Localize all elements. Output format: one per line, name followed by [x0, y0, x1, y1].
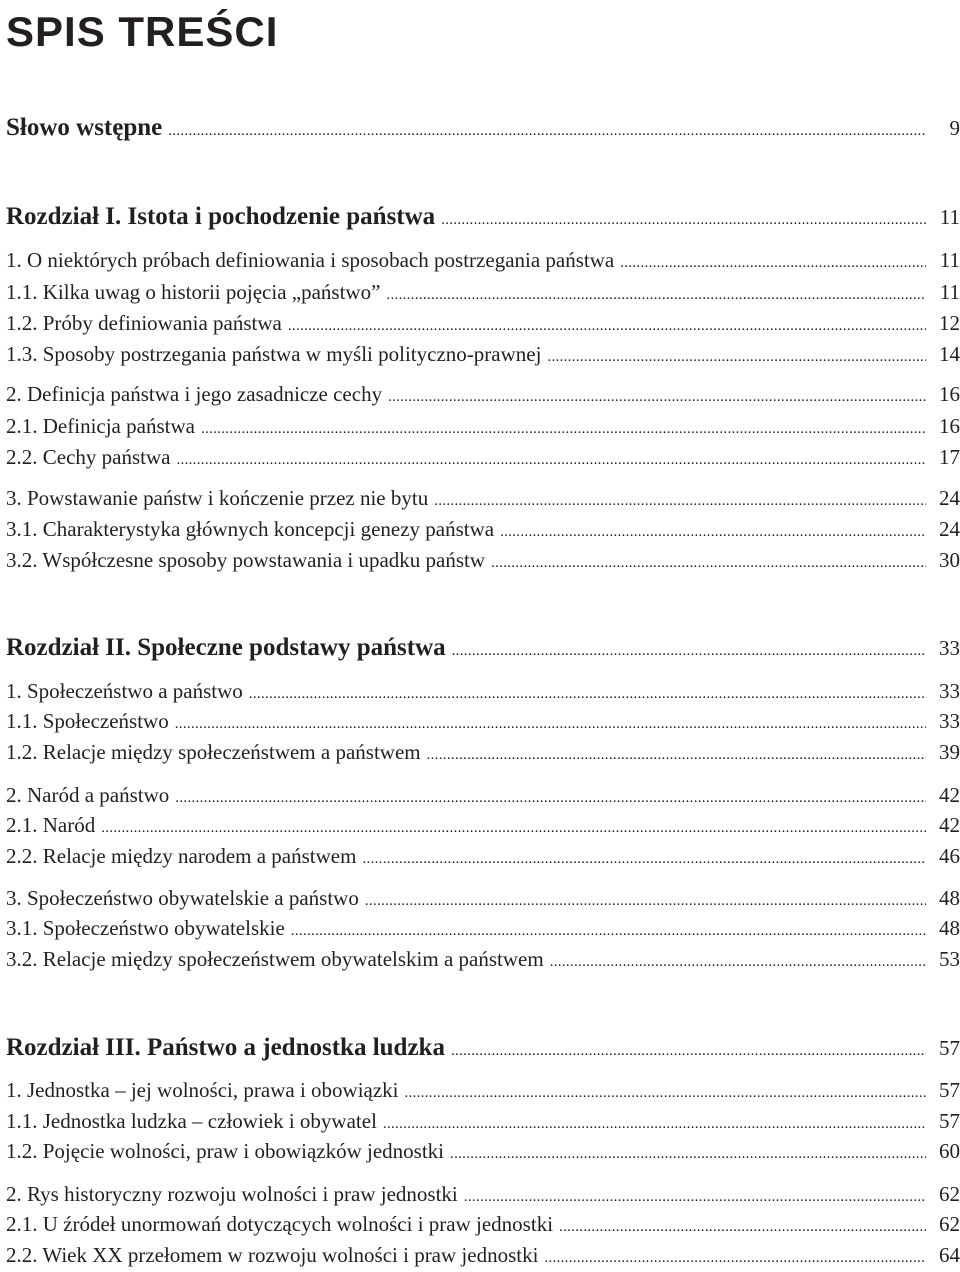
toc-foreword[interactable] — [6, 114, 960, 145]
dot-leader — [491, 549, 926, 577]
toc-page-number: 57 — [939, 1036, 960, 1060]
toc-entry[interactable] — [6, 412, 960, 443]
toc-entry-label: 3. Powstawanie państw i kończenie przez nie bytu — [6, 486, 429, 510]
toc-entry[interactable] — [6, 443, 960, 474]
toc-entry-label: 2. Rys historyczny rozwoju wolności i praw jednostki — [6, 1182, 458, 1206]
dot-leader — [450, 1140, 926, 1168]
dot-leader — [451, 1037, 926, 1065]
dot-leader — [441, 206, 926, 234]
toc-entry-label: Słowo wstępne — [6, 114, 163, 141]
dot-leader — [620, 249, 926, 277]
toc-page-number: 24 — [939, 486, 960, 510]
toc-page-number: 33 — [939, 679, 960, 703]
toc-entry-label: 2.1. Definicja państwa — [6, 414, 195, 438]
toc-entry-label: 3. Społeczeństwo obywatelskie a państwo — [6, 886, 359, 910]
toc-entry[interactable] — [6, 738, 960, 769]
dot-leader — [175, 710, 926, 738]
dot-leader — [291, 917, 926, 945]
dot-leader — [452, 637, 926, 665]
toc-entry-label: 2.2. Wiek XX przełomem w rozwoju wolności i praw jednostki — [6, 1243, 539, 1267]
toc-entry[interactable] — [6, 677, 960, 708]
toc-entry-label: 1.2. Pojęcie wolności, praw i obowiązków jednostki — [6, 1139, 445, 1163]
toc-entry-label: 1.1. Kilka uwag o historii pojęcia „państwo” — [6, 280, 381, 304]
toc-page-number: 62 — [939, 1182, 960, 1206]
dot-leader — [550, 948, 926, 976]
toc-page-number: 46 — [939, 844, 960, 868]
toc-entry-label: 2.2. Relacje między narodem a państwem — [6, 844, 357, 868]
toc-page-number: 62 — [939, 1212, 960, 1236]
dot-leader — [249, 680, 926, 708]
toc-page-number: 57 — [939, 1078, 960, 1102]
toc-entry[interactable] — [6, 309, 960, 340]
toc-page-number: 48 — [939, 916, 960, 940]
toc-entry-label: 1.2. Próby definiowania państwa — [6, 311, 282, 335]
toc-entry-label: 3.2. Współczesne sposoby powstawania i upadku państw — [6, 548, 486, 572]
toc-page-number: 42 — [939, 813, 960, 837]
toc-page-number: 11 — [939, 248, 960, 272]
toc-page-number: 9 — [949, 116, 960, 140]
toc-entry-label: 2.1. U źródeł unormowań dotyczących wolności i praw jednostki — [6, 1212, 554, 1236]
toc-entry-label: 2.1. Naród — [6, 813, 96, 837]
toc-entry[interactable] — [6, 1076, 960, 1107]
toc-page-number: 24 — [939, 517, 960, 541]
toc-entry[interactable] — [6, 781, 960, 812]
dot-leader — [547, 343, 926, 371]
toc-entry-label: 1.3. Sposoby postrzegania państwa w myśli polityczno-prawnej — [6, 342, 542, 366]
toc-entry[interactable] — [6, 340, 960, 371]
toc-page-number: 33 — [939, 709, 960, 733]
toc-entry-label: 1.1. Jednostka ludzka – człowiek i obywatel — [6, 1109, 377, 1133]
toc-chapter-1-heading[interactable] — [6, 203, 960, 234]
dot-leader — [168, 117, 926, 145]
dot-leader — [365, 887, 926, 915]
toc-page-number: 57 — [939, 1109, 960, 1133]
toc-page-number: 16 — [939, 414, 960, 438]
dot-leader — [288, 312, 926, 340]
dot-leader — [434, 487, 926, 515]
toc-entry-label: 2. Definicja państwa i jego zasadnicze cechy — [6, 382, 383, 406]
toc-chapter-3-heading[interactable] — [6, 1034, 960, 1065]
toc-page-number: 48 — [939, 886, 960, 910]
toc-entry[interactable] — [6, 914, 960, 945]
dot-leader — [388, 383, 926, 411]
dot-leader — [201, 415, 926, 443]
toc-entry[interactable] — [6, 246, 960, 277]
dot-leader — [405, 1079, 927, 1107]
dot-leader — [500, 518, 926, 546]
toc-entry[interactable] — [6, 1241, 960, 1272]
dot-leader — [559, 1213, 926, 1241]
dot-leader — [175, 784, 926, 812]
dot-leader — [464, 1183, 926, 1211]
toc-page-number: 11 — [939, 280, 960, 304]
toc-page-number: 64 — [939, 1243, 960, 1267]
dot-leader — [427, 741, 926, 769]
dot-leader — [544, 1244, 926, 1272]
toc-entry[interactable] — [6, 484, 960, 515]
toc-entry[interactable] — [6, 1180, 960, 1211]
toc-entry[interactable] — [6, 380, 960, 411]
toc-page-number: 17 — [939, 445, 960, 469]
dot-leader — [386, 281, 926, 309]
dot-leader — [383, 1110, 926, 1138]
toc-entry-label: Rozdział III. Państwo a jednostka ludzka — [6, 1034, 445, 1061]
toc-page-number: 33 — [939, 636, 960, 660]
page-title: SPIS TREŚCI — [6, 8, 279, 55]
toc-page-number: 16 — [939, 382, 960, 406]
toc-entry[interactable] — [6, 278, 960, 309]
toc-entry-label: 3.2. Relacje między społeczeństwem obywatelskim a państwem — [6, 947, 544, 971]
dot-leader — [101, 814, 926, 842]
toc-page-number: 30 — [939, 548, 960, 572]
toc-entry-label: Rozdział I. Istota i pochodzenie państwa — [6, 203, 436, 230]
toc-page-number: 12 — [939, 311, 960, 335]
toc-entry[interactable] — [6, 842, 960, 873]
dot-leader — [362, 845, 926, 873]
toc-page-number: 11 — [939, 205, 960, 229]
toc-entry-label: 1.2. Relacje między społeczeństwem a państwem — [6, 740, 421, 764]
toc-page-number: 14 — [939, 342, 960, 366]
toc-entry-label: 2.2. Cechy państwa — [6, 445, 171, 469]
toc-page-number: 60 — [939, 1139, 960, 1163]
toc-entry[interactable] — [6, 1210, 960, 1241]
toc-entry[interactable] — [6, 945, 960, 976]
toc-page-number: 53 — [939, 947, 960, 971]
toc-chapter-2-heading[interactable] — [6, 634, 960, 665]
toc-entry-label: 1. O niektórych próbach definiowania i sposobach postrzegania państwa — [6, 248, 615, 272]
toc-entry-label: 1. Społeczeństwo a państwo — [6, 679, 243, 703]
toc-entry-label: Rozdział II. Społeczne podstawy państwa — [6, 634, 446, 661]
toc-entry-label: 3.1. Charakterystyka głównych koncepcji genezy państwa — [6, 517, 495, 541]
toc-entry[interactable] — [6, 811, 960, 842]
toc-entry-label: 1. Jednostka – jej wolności, prawa i obowiązki — [6, 1078, 399, 1102]
toc-page-number: 42 — [939, 783, 960, 807]
toc-entry[interactable] — [6, 707, 960, 738]
toc-entry[interactable] — [6, 515, 960, 546]
toc-entry-label: 3.1. Społeczeństwo obywatelskie — [6, 916, 285, 940]
toc-entry-label: 1.1. Społeczeństwo — [6, 709, 169, 733]
toc-entry[interactable] — [6, 546, 960, 577]
toc-entry[interactable] — [6, 1107, 960, 1138]
dot-leader — [176, 446, 926, 474]
toc-entry[interactable] — [6, 884, 960, 915]
toc-entry-label: 2. Naród a państwo — [6, 783, 170, 807]
toc-entry[interactable] — [6, 1137, 960, 1168]
toc-page-number: 39 — [939, 740, 960, 764]
